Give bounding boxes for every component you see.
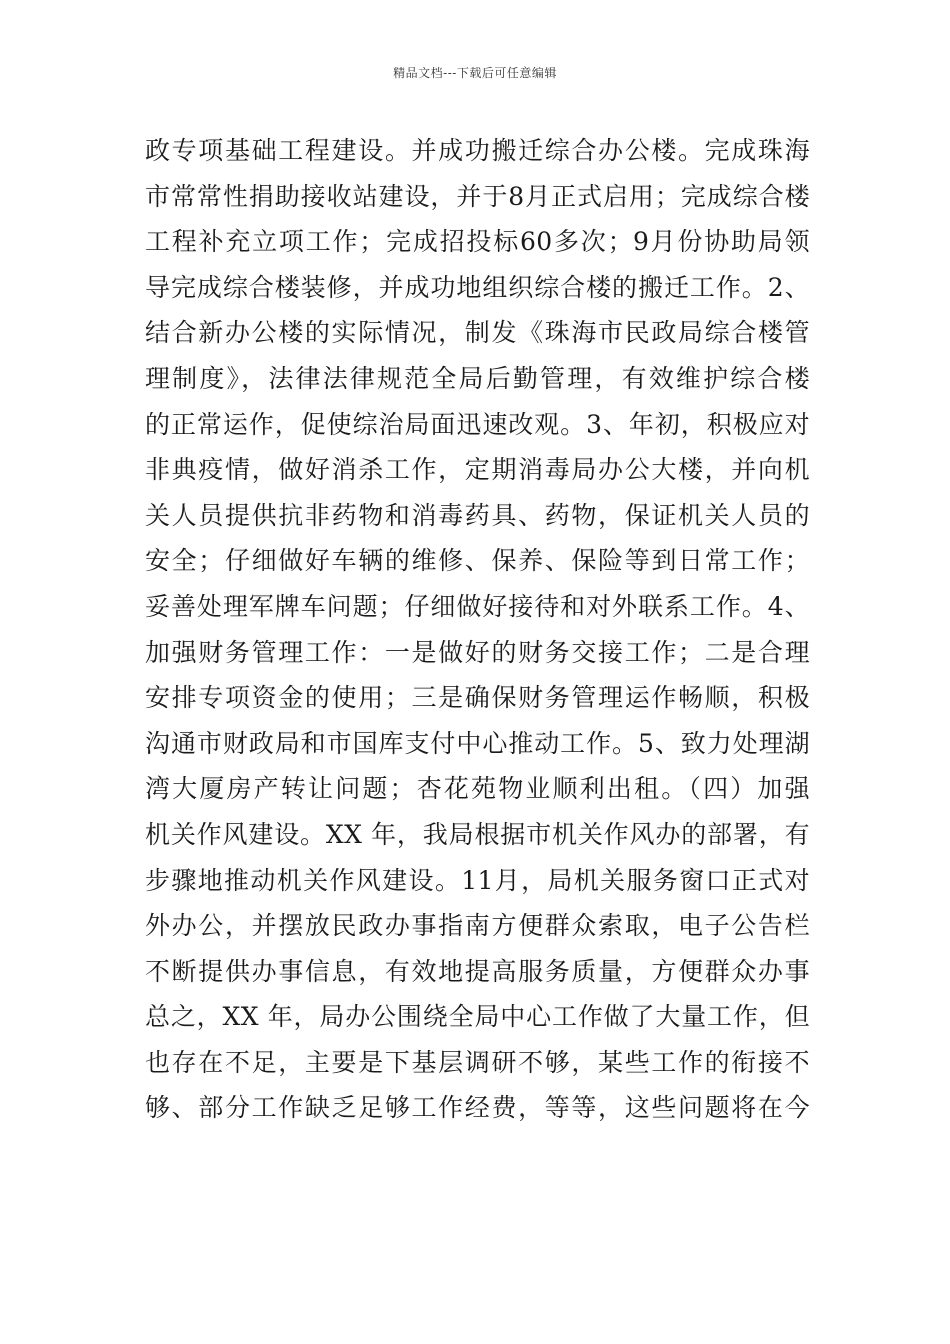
text-line: 外办公，并摆放民政办事指南方便群众索取，电子公告栏 <box>145 911 810 941</box>
text-line: 导完成综合楼装修，并成功地组织综合楼的搬迁工作。2、 <box>145 272 810 302</box>
text-line: 也存在不足，主要是下基层调研不够，某些工作的衔接不 <box>145 1047 810 1077</box>
text-line: 安排专项资金的使用；三是确保财务管理运作畅顺，积极 <box>145 683 810 713</box>
text-line: 总之，XX 年，局办公围绕全局中心工作做了大量工作，但 <box>145 1002 810 1032</box>
text-line: 不断提供办事信息，有效地提高服务质量，方便群众办事 <box>145 956 810 986</box>
text-line: 加强财务管理工作：一是做好的财务交接工作；二是合理 <box>145 637 810 667</box>
text-line: 湾大厦房产转让问题；杏花苑物业顺利出租。（四）加强 <box>145 774 810 804</box>
text-line: 沟通市财政局和市国库支付中心推动工作。5、致力处理湖 <box>145 728 810 758</box>
text-line: 关人员提供抗非药物和消毒药具、药物，保证机关人员的 <box>145 500 810 530</box>
text-line: 安全；仔细做好车辆的维修、保养、保险等到日常工作； <box>145 546 810 576</box>
page-header: 精品文档---下载后可任意编辑 <box>393 66 557 80</box>
text-line: 妥善处理军牌车问题；仔细做好接待和对外联系工作。4、 <box>145 591 810 621</box>
body-text <box>145 128 810 1131</box>
text-line: 结合新办公楼的实际情况，制发《珠海市民政局综合楼管 <box>145 318 810 348</box>
text-line: 机关作风建设。XX 年，我局根据市机关作风办的部署，有 <box>145 819 810 849</box>
text-line: 市常常性捐助接收站建设，并于8月正式启用；完成综合楼 <box>145 181 810 211</box>
text-line: 工程补充立项工作；完成招投标60多次；9月份协助局领 <box>145 227 810 257</box>
text-line: 非典疫情，做好消杀工作，定期消毒局办公大楼，并向机 <box>145 455 810 485</box>
text-line: 步骤地推动机关作风建设。11月，局机关服务窗口正式对 <box>145 865 810 895</box>
text-line: 政专项基础工程建设。并成功搬迁综合办公楼。完成珠海 <box>145 136 810 165</box>
text-line: 够、部分工作缺乏足够工作经费，等等，这些问题将在今 <box>145 1093 810 1123</box>
text-line: 理制度》，法律法律规范全局后勤管理，有效维护综合楼 <box>145 363 810 393</box>
text-line: 的正常运作，促使综治局面迅速改观。3、年初，积极应对 <box>145 409 810 439</box>
